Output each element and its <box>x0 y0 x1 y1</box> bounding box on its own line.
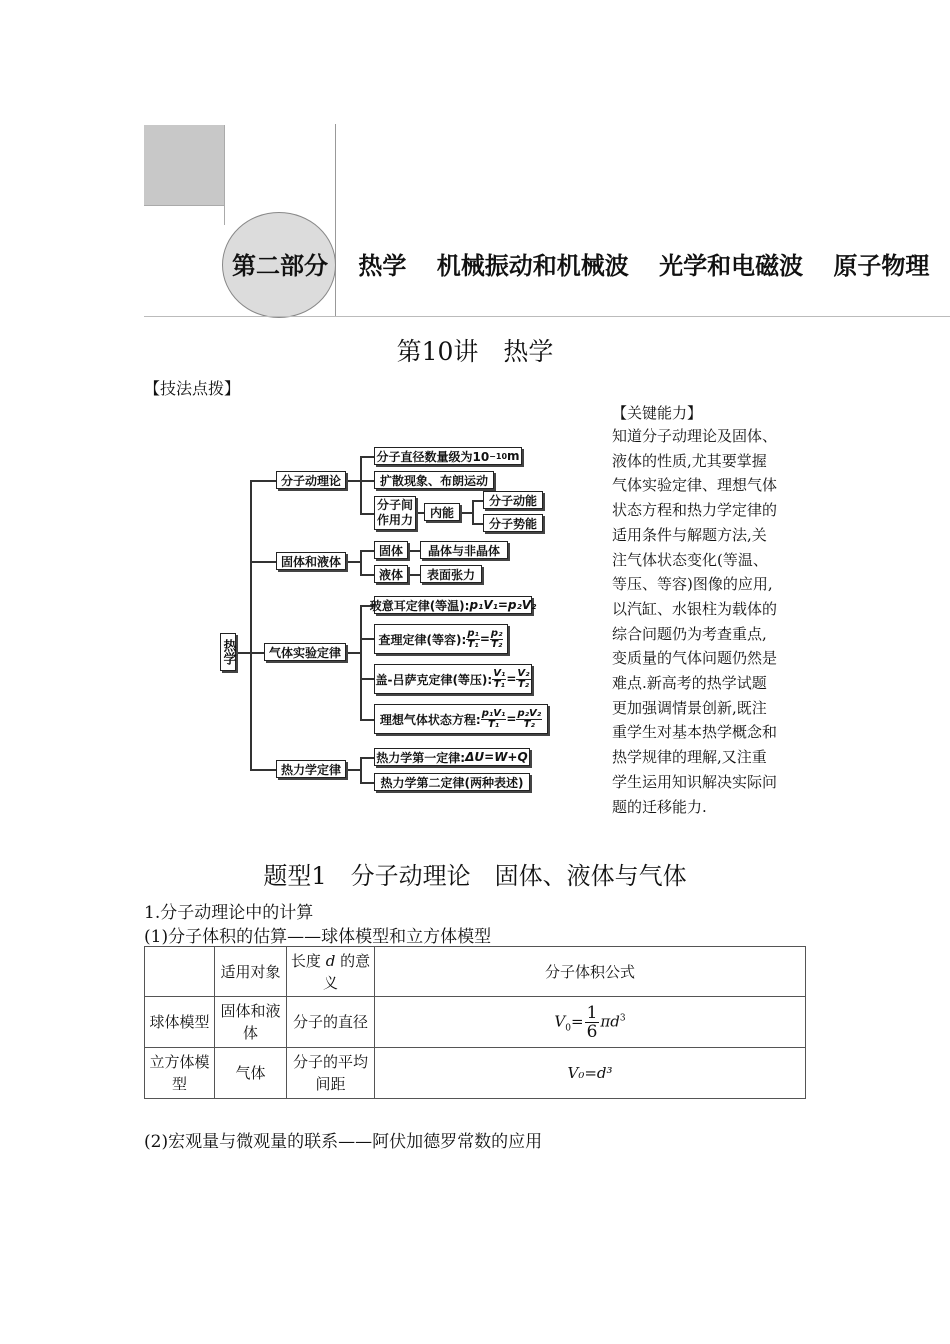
connector <box>360 782 374 784</box>
formula1-den: 6 <box>586 1021 598 1042</box>
node-gay-lussac-law: 盖-吕萨克定律(等压): $\frac{\text{V₁}}{\text{T₁}}$ = $\frac{\text{V₂}}{\text{T₂}}$ <box>374 664 532 694</box>
node-potential-energy: 分子势能 <box>483 514 543 532</box>
connector <box>360 550 374 552</box>
topic-2: 机械振动和机械波 <box>436 252 629 280</box>
connector <box>360 574 374 576</box>
formula1-num: 1 <box>586 1002 598 1023</box>
table-header-cell: 适用对象 <box>215 947 287 997</box>
table-cell: 分子的平均间距 <box>287 1048 375 1099</box>
connector <box>236 652 250 654</box>
node-kinetic-energy: 分子动能 <box>483 491 543 509</box>
table-cell-formula <box>375 1048 806 1099</box>
boyle-equation: p₁V₁=p₂V₂ <box>469 598 537 612</box>
connector <box>472 523 483 525</box>
connector <box>408 574 420 576</box>
mindmap-root: 热学 <box>220 633 236 671</box>
connector <box>250 480 252 769</box>
node-boyle-law <box>369 596 537 614</box>
connector <box>360 456 374 458</box>
gay-frac-right: $\frac{\text{V₂}}{\text{T₂}}$ <box>517 667 530 690</box>
part-title <box>232 246 950 281</box>
topic-title: 题型1 分子动理论 固体、液体与气体 <box>263 862 687 890</box>
connector <box>360 638 374 640</box>
paragraph-3: (2)宏观量与微观量的联系——阿伏加德罗常数的应用 <box>144 1132 543 1152</box>
node-first-law <box>374 748 530 766</box>
node-molecular-force: 分子间作用力 <box>374 496 416 530</box>
ideal-label: 理想气体状态方程: <box>379 712 481 727</box>
charles-label: 查理定律(等容): <box>378 632 467 647</box>
gay-label: 盖-吕萨克定律(等压): <box>375 672 493 687</box>
node-thermodynamics: 热力学定律 <box>276 760 346 778</box>
table-cell: 气体 <box>215 1048 287 1099</box>
node-surface-tension: 表面张力 <box>420 565 482 583</box>
table-header-row <box>145 947 806 997</box>
connector <box>360 757 374 759</box>
connector <box>360 550 362 574</box>
charles-frac-left: $\frac{\text{p₁}}{\text{T₁}}$ <box>467 627 479 650</box>
connector <box>250 480 276 482</box>
connector <box>360 480 374 482</box>
part-label: 第二部分 <box>232 252 328 280</box>
key-ability-text: 知道分子动理论及固体、液体的性质,尤其要掌握气体实验定律、理想气体状态方程和热力学定律的适用条件与解题方法,关注气体状态变化(等温、等压、等容)图像的应用,以汽缸、水银柱为载体的综合问题仍为考查重点,变质量的气体问题仍然是难点.新高考的热学试题更加强调情景创新,既注重学生对基本热学概念和热学规律的理解,又注重学生运用知识解决实际问题的迁移能力. <box>612 427 778 816</box>
connector <box>460 512 472 514</box>
connector <box>360 678 374 680</box>
connector <box>346 769 360 771</box>
header-d-pre: 长度 <box>290 951 321 970</box>
connector <box>472 500 483 502</box>
node-second-law: 热力学第二定律(两种表述) <box>374 773 530 791</box>
ideal-frac-left: $\frac{\text{p₁V₁}}{\text{T₁}}$ <box>481 707 506 730</box>
table-cell: 固体和液体 <box>215 997 287 1048</box>
table-row <box>145 997 806 1048</box>
header-divider <box>224 125 225 225</box>
formula1-sub: 0 <box>565 1023 571 1033</box>
diameter-exponent: −10 <box>489 451 508 461</box>
table-header-cell <box>145 947 215 997</box>
gay-frac-left: $\frac{\text{V₁}}{\text{T₁}}$ <box>493 667 506 690</box>
table-header-cell: 分子体积公式 <box>375 947 806 997</box>
connector <box>346 652 360 654</box>
connector <box>360 757 362 782</box>
node-charles-law: 查理定律(等容): $\frac{\text{p₁}}{\text{T₁}}$ = $\frac{\text{p₂}}{\text{T₂}}$ <box>374 624 508 654</box>
header-d-var: d <box>325 951 336 970</box>
node-molecular-diameter <box>374 447 522 465</box>
formula1-fraction <box>585 1004 600 1041</box>
formula2: V₀=d³ <box>567 1064 613 1082</box>
header-gray-block <box>144 125 224 205</box>
node-gas-laws: 气体实验定律 <box>264 643 346 661</box>
diameter-text: 分子直径数量级为10 <box>376 449 490 464</box>
topic-3: 光学和电磁波 <box>659 252 804 280</box>
connector <box>346 480 360 482</box>
connector <box>360 605 362 719</box>
header-divider <box>144 205 224 206</box>
table-cell: 立方体模型 <box>145 1048 215 1099</box>
key-ability-title: 【关键能力】 <box>612 404 703 422</box>
table-cell: 分子的直径 <box>287 997 375 1048</box>
connector <box>360 456 362 513</box>
formula1-pid: πd <box>600 1012 620 1030</box>
node-ideal-gas-law: 理想气体状态方程: $\frac{\text{p₁V₁}}{\text{T₁}}$ = $\frac{\text{p₂V₂}}{\text{T₂}}$ <box>374 704 548 734</box>
ideal-frac-right: $\frac{\text{p₂V₂}}{\text{T₂}}$ <box>517 707 542 730</box>
node-crystal: 晶体与非晶体 <box>420 541 508 559</box>
paragraph-1: 1.分子动理论中的计算 <box>144 903 314 923</box>
header-divider <box>144 316 950 317</box>
table-cell: 球体模型 <box>145 997 215 1048</box>
first-law-equation: ΔU=W+Q <box>465 750 528 764</box>
node-solid-liquid: 固体和液体 <box>276 552 346 570</box>
header-d-post: 的意义 <box>322 951 371 992</box>
paragraph-2: (1)分子体积的估算——球体模型和立方体模型 <box>144 927 492 947</box>
node-liquid: 液体 <box>374 565 408 583</box>
connector <box>250 769 276 771</box>
boyle-label: 玻意耳定律(等温): <box>369 598 470 613</box>
first-law-label: 热力学第一定律: <box>376 750 466 765</box>
lecture-title: 第10讲 热学 <box>396 337 554 366</box>
connector <box>408 550 420 552</box>
connector <box>346 561 360 563</box>
section-label: 【技法点拨】 <box>144 379 241 398</box>
topic-1: 热学 <box>358 252 407 280</box>
connector <box>416 512 424 514</box>
table-row <box>145 1048 806 1099</box>
node-kinetic-theory: 分子动理论 <box>276 471 346 489</box>
diameter-unit: m <box>507 449 520 463</box>
header-divider <box>335 124 336 316</box>
connector <box>360 513 374 515</box>
node-solid: 固体 <box>374 541 408 559</box>
table-cell-formula: $V_0=$ $\frac{1}{6}$ $\pi d^3$ <box>375 997 806 1048</box>
connector <box>250 561 276 563</box>
node-diffusion: 扩散现象、布朗运动 <box>374 471 494 489</box>
connector <box>360 719 374 721</box>
connector <box>250 652 264 654</box>
topic-4: 原子物理 <box>833 252 930 280</box>
connector <box>472 500 474 523</box>
table-header-cell <box>287 947 375 997</box>
charles-frac-right: $\frac{\text{p₂}}{\text{T₂}}$ <box>490 627 503 650</box>
formula1-v: V <box>554 1012 566 1030</box>
node-internal-energy: 内能 <box>424 503 460 521</box>
volume-model-table <box>144 946 806 1099</box>
